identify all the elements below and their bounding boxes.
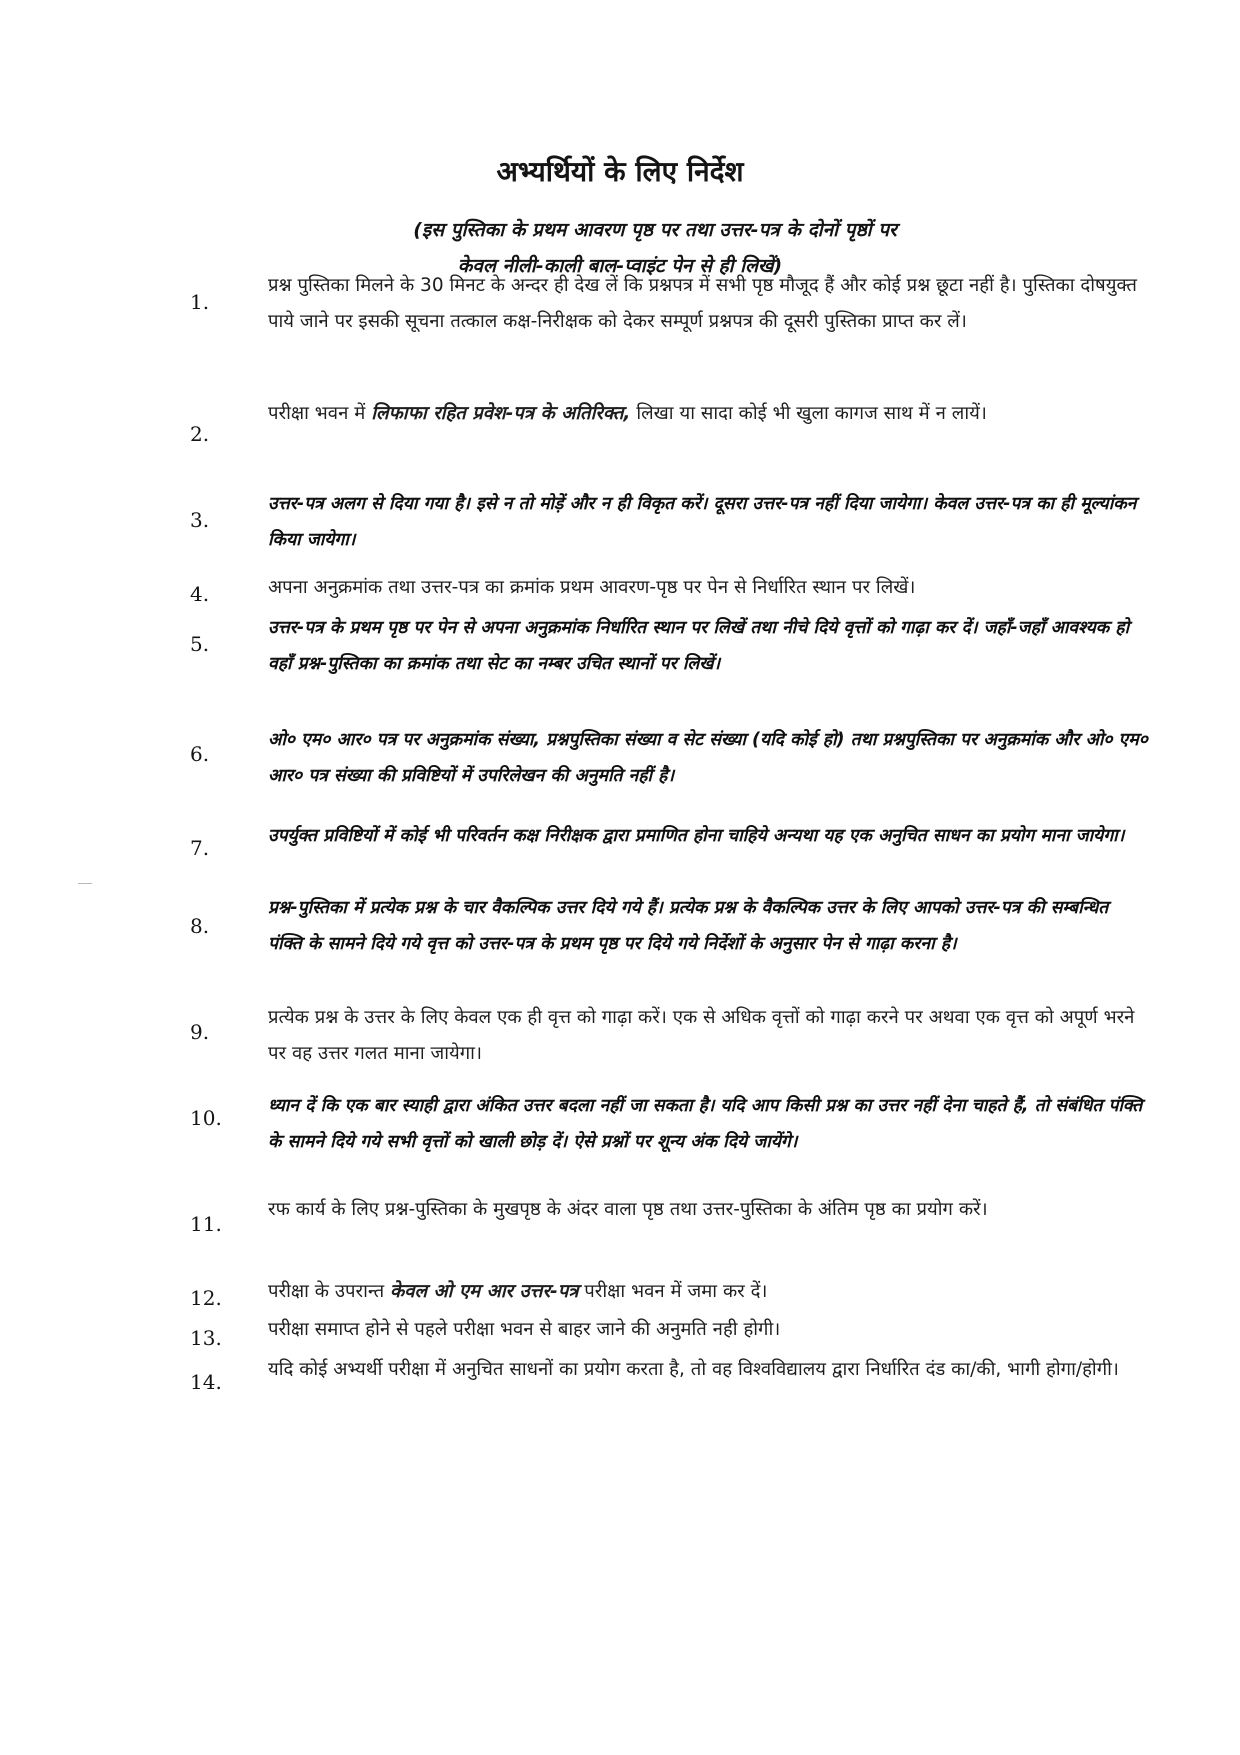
instruction-number: 8.: [190, 914, 210, 938]
instruction-text: अपना अनुक्रमांक तथा उत्तर-पत्र का क्रमांक प्रथम आवरण-पृष्ठ पर पेन से निर्धारित स्थान पर लिखें।: [268, 577, 916, 598]
instruction-text: रफ कार्य के लिए प्रश्न-पुस्तिका के मुखपृष्ठ के अंदर वाला पृष्ठ तथा उत्तर-पुस्तिका के अंतिम पृष्ठ का प्रयोग करें।: [268, 1199, 988, 1220]
instruction-number: 1.: [190, 290, 210, 314]
margin-mark: [78, 883, 92, 884]
subtitle-line-1: (इस पुस्तिका के प्रथम आवरण पृष्ठ पर तथा उत्तर-पत्र के दोनों पृष्ठों पर: [413, 219, 897, 241]
instruction-number: 11.: [190, 1212, 222, 1236]
instruction-number: 12.: [190, 1286, 222, 1310]
instruction-text: प्रत्येक प्रश्न के उत्तर के लिए केवल एक ही वृत्त को गाढ़ा करें। एक से अधिक वृत्तों को गाढ़ा करने पर अथवा एक वृत्त को अपूर्ण भरने पर वह उत्तर गलत माना जायेगा।: [268, 1007, 1135, 1064]
instruction-text: ध्यान दें कि एक बार स्याही द्वारा अंकित उत्तर बदला नहीं जा सकता है। यदि आप किसी प्रश्न का उत्तर नहीं देना चाहते हैं, तो संबंधित पंक्ति के सामने दिये गये सभी वृत्तों को खाली छोड़ दें। ऐसे प्रश्नों पर शून्य अंक दिये जायेंगे।: [268, 1096, 1143, 1152]
instruction-number: 9.: [190, 1020, 210, 1044]
subtitle-line-2: केवल नीली-काली बाल-प्वाइंट पेन से ही लिखें): [457, 255, 783, 277]
instruction-number: 6.: [190, 742, 210, 766]
instruction-text: परीक्षा के उपरान्त केवल ओ एम आर उत्तर-पत्र परीक्षा भवन में जमा कर दें।: [268, 1281, 768, 1302]
instruction-text: ओ० एम० आर० पत्र पर अनुक्रमांक संख्या, प्रश्नपुस्तिका संख्या व सेट संख्या (यदि कोई हो) तथा प्रश्नपुस्तिका पर अनुक्रमांक और ओ० एम० आर० पत्र संख्या की प्रविष्टियों में उपरिलेखन की अनुमति नहीं है।: [268, 730, 1148, 786]
instruction-text: प्रश्न पुस्तिका मिलने के 30 मिनट के अन्दर ही देख लें कि प्रश्नपत्र में सभी पृष्ठ मौजूद हैं और कोई प्रश्न छूटा नहीं है। पुस्तिका दोषयुक्त पाये जाने पर इसकी सूचना तत्काल कक्ष-निरीक्षक को देकर सम्पूर्ण प्रश्नपत्र की दूसरी पुस्तिका प्राप्त कर लें।: [268, 275, 1137, 332]
instruction-text: यदि कोई अभ्यर्थी परीक्षा में अनुचित साधनों का प्रयोग करता है, तो वह विश्वविद्यालय द्वारा निर्धारित दंड का/की, भागी होगा/होगी।: [268, 1359, 1119, 1380]
instruction-number: 7.: [190, 836, 210, 860]
instruction-number: 5.: [190, 632, 210, 656]
instruction-number: 3.: [190, 508, 210, 532]
instruction-text: प्रश्न-पुस्तिका में प्रत्येक प्रश्न के चार वैकल्पिक उत्तर दिये गये हैं। प्रत्येक प्रश्न के वैकल्पिक उत्तर के लिए आपको उत्तर-पत्र की सम्बन्धित पंक्ति के सामने दिये गये वृत्त को उत्तर-पत्र के प्रथम पृष्ठ पर दिये गये निर्देशों के अनुसार पेन से गाढ़ा करना है।: [268, 898, 1109, 954]
instruction-text: परीक्षा समाप्त होने से पहले परीक्षा भवन से बाहर जाने की अनुमति नही होगी।: [268, 1319, 781, 1340]
instruction-number: 13.: [190, 1326, 222, 1350]
instruction-text: उत्तर-पत्र के प्रथम पृष्ठ पर पेन से अपना अनुक्रमांक निर्धारित स्थान पर लिखें तथा नीचे दिये वृत्तों को गाढ़ा कर दें। जहाँ-जहाँ आवश्यक हो वहाँ प्रश्न-पुस्तिका का क्रमांक तथा सेट का नम्बर उचित स्थानों पर लिखें।: [268, 618, 1130, 674]
instruction-number: 10.: [190, 1106, 222, 1130]
instruction-text: परीक्षा भवन में लिफाफा रहित प्रवेश-पत्र के अतिरिक्त, लिखा या सादा कोई भी खुला कागज साथ में न लायें।: [268, 403, 987, 424]
page-title: अभ्यर्थियों के लिए निर्देश: [496, 155, 744, 188]
instruction-number: 2.: [190, 422, 210, 446]
instruction-number: 14.: [190, 1370, 222, 1394]
instruction-emphasis: लिफाफा रहित प्रवेश-पत्र के अतिरिक्त,: [371, 403, 631, 424]
instruction-number: 4.: [190, 582, 210, 606]
instruction-emphasis: केवल ओ एम आर उत्तर-पत्र: [390, 1281, 579, 1302]
instruction-text: उपर्युक्त प्रविष्टियों में कोई भी परिवर्तन कक्ष निरीक्षक द्वारा प्रमाणित होना चाहिये अन्यथा यह एक अनुचित साधन का प्रयोग माना जायेगा।: [268, 826, 1125, 846]
instruction-text: उत्तर-पत्र अलग से दिया गया है। इसे न तो मोड़ें और न ही विकृत करें। दूसरा उत्तर-पत्र नहीं दिया जायेगा। केवल उत्तर-पत्र का ही मूल्यांकन किया जायेगा।: [268, 494, 1137, 550]
